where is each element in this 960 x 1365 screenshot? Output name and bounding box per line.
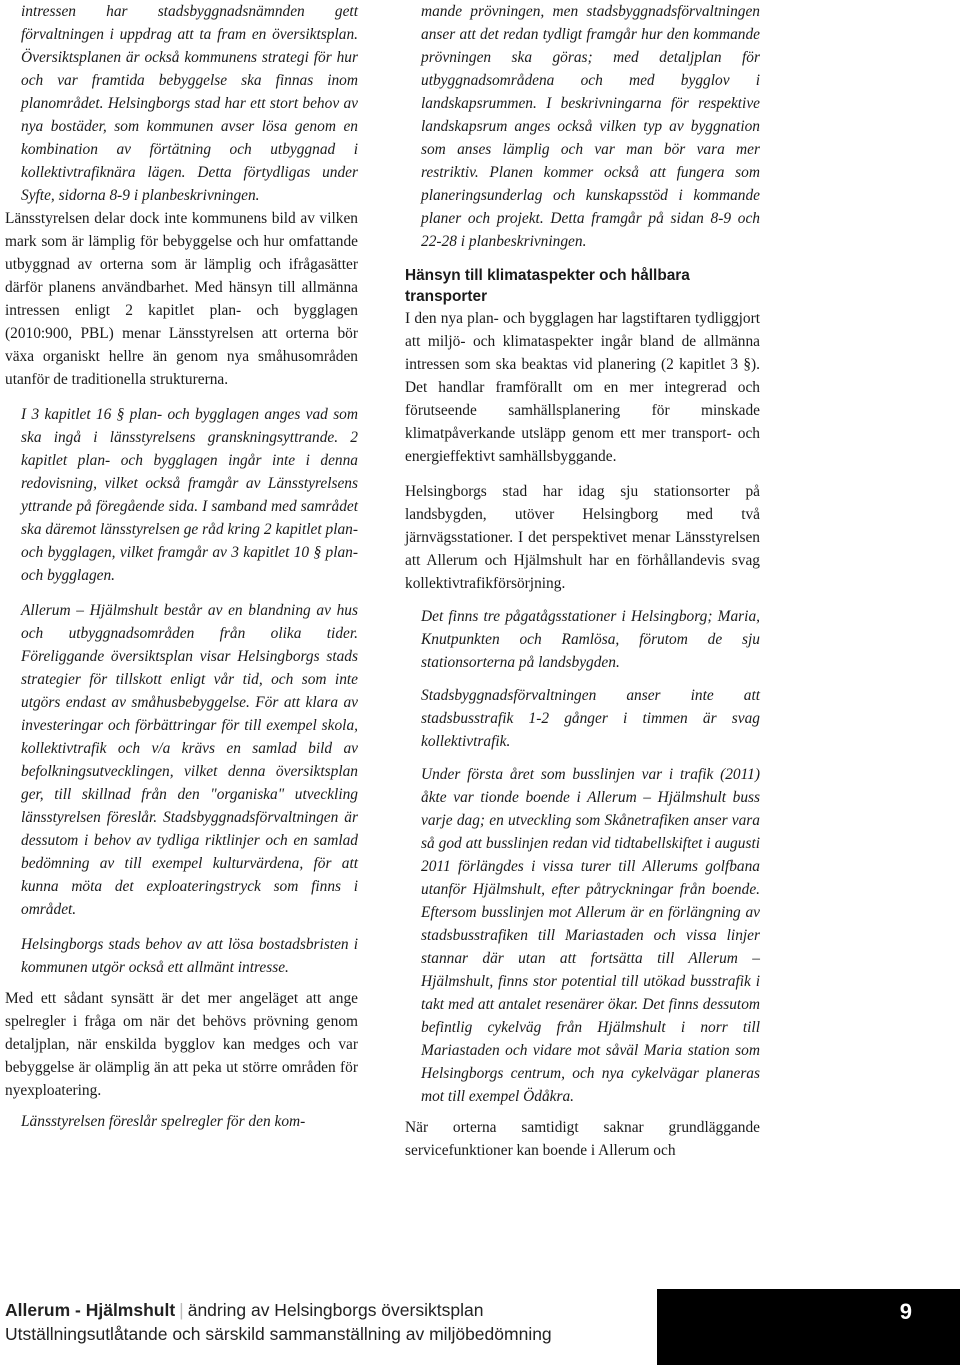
section-heading: Hänsyn till klimataspekter och hållbara transporter (405, 267, 690, 305)
paragraph: Helsingborgs stads behov av att lösa bostadsbristen i kommunen utgör också ett allmänt intresse. (21, 936, 358, 976)
paragraph: Det finns tre pågatågsstationer i Helsingborg; Maria, Knutpunkten och Ramlösa, förutom de sju stationsorterna på landsbygden. (421, 608, 760, 671)
footer-title-rest: ändring av Helsingborgs översiktsplan (187, 1300, 484, 1320)
paragraph: intressen har stadsbyggnadsnämnden gett förvaltningen i uppdrag att ta fram en översiktsplan. Översiktsplanen är också kommunens strategi för hur och var framtida bebyggelse ska finnas inom planområdet. Helsingborgs stad har ett stort behov av nya bostäder, som kommunen avser lösa genom en kombination av förtätning och utbyggnad i kollektivtrafiknära lägen. Detta förtydligas under Syfte, sidorna 8-9 i planbeskrivningen. (21, 3, 358, 204)
left-column (5, 0, 358, 1133)
footer-title-bold: Allerum - Hjälmshult (5, 1300, 176, 1320)
paragraph: När orterna samtidigt saknar grundläggande servicefunktioner kan boende i Allerum och (405, 1119, 760, 1159)
paragraph: I 3 kapitlet 16 § plan- och bygglagen anges vad som ska ingå i länsstyrelsens granskningsyttrande. 2 kapitlet plan- och bygglagen ingår inte i denna redovisning, vilket också framgår av Länsstyrelsens yttrande på föregående sida. I samband med samrådet ska däremot länsstyrelsen ge råd kring 2 kapitlet plan- och bygglagen, vilket framgår av 3 kapitlet 10 § plan- och bygglagen. (21, 406, 358, 584)
paragraph: Helsingborgs stad har idag sju stationsorter på landsbygden, utöver Helsingborg med två järnvägsstationer. I det perspektivet menar Länsstyrelsen att Allerum och Hjälmshult har en förhållandevis svag kollektivtrafikförsörjning. (405, 483, 760, 592)
page-number-box (657, 1289, 960, 1365)
paragraph: Med ett sådant synsätt är det mer angeläget att ange spelregler i fråga om när det behövs prövning genom detaljplan, när enskilda bygglov kan medges och var bebyggelse är olämplig än att peka ut större områden för nyexploatering. (5, 990, 358, 1099)
right-column (405, 0, 760, 1162)
footer-separator: | (179, 1300, 184, 1320)
paragraph: Allerum – Hjälmshult består av en blandning av hus och utbyggnadsområden från olika tider. Föreliggande översiktsplan visar Helsingborgs stads strategier för tillskott enligt vår tid, och som inte utgörs endast av småhusbebyggelse. För att klara av investeringar och förbättringar för till exempel skola, kollektivtrafik och v/a krävs en samlad bild av befolkningsutvecklingen, vilket denna översiktsplan ger, till skillnad från den "organiska" utveckling länsstyrelsen föreslår. Stadsbyggnadsförvaltningen är dessutom i behov av tydliga riktlinjer och en samlad bedömning av till exempel kulturvärdena, för att kunna möta det exploateringstryck som finns i området. (21, 602, 358, 918)
footer-subtitle: Utställningsutlåtande och särskild sammanställning av miljöbedömning (5, 1324, 552, 1344)
paragraph: mande prövningen, men stadsbyggnadsförvaltningen anser att det redan tydligt framgår hur den kommande prövningen ska göras; med detaljplan för utbyggnadsområdena och med bygglov i landskapsrummen. I beskrivningarna för respektive landskapsrum anges också vilken typ av byggnation som anses lämplig och var man bör vara mer restriktiv. Planen kommer också att fungera som planeringsunderlag och kunskapsstöd i kommande planer och projekt. Detta framgår på sidan 8-9 och 22-28 i planbeskrivningen. (421, 3, 760, 250)
paragraph: Under första året som busslinjen var i trafik (2011) åkte var tionde boende i Allerum – Hjälmshult buss varje dag; en utveckling som Skånetrafiken anser vara så god att busslinjen redan vid tidtabellskiftet i augusti 2011 förlängdes i vissa turer till Allerums golfbana utanför Hjälmshult, efter påtryckningar från boende. Eftersom busslinjen mot Allerum är en förlängning av stadsbusstrafiken till Mariastaden och vissa linjer stannar där utan att fortsätta till Allerum – Hjälmshult, finns stor potential till utökad busstrafik i takt med att antalet resenärer ökar. Det finns dessutom befintlig cykelväg från Hjälmshult i norr till Mariastaden och vidare mot såväl Maria station som Helsingborgs centrum, och nya cykelvägar planeras mot till exempel Ödåkra. (421, 766, 760, 1105)
paragraph: Länsstyrelsen föreslår spelregler för den kom- (21, 1113, 306, 1130)
paragraph: Stadsbyggnadsförvaltningen anser inte att stadsbusstrafik 1-2 gånger i timmen är svag kollektivtrafik. (421, 687, 760, 750)
page-number: 9 (899, 1299, 912, 1324)
paragraph: I den nya plan- och bygglagen har lagstiftaren tydliggjort att miljö- och klimataspekter ingår bland de allmänna intressen som ska beaktas vid planering (2 kapitlet 3 §). Det handlar framförallt om en mer integrerad och förutseende samhällsplanering för minskade klimatpåverkande utsläpp genom ett mer transport- och energieffektivt samhällsbyggande. (405, 310, 760, 465)
paragraph: Länsstyrelsen delar dock inte kommunens bild av vilken mark som är lämplig för bebyggelse och hur omfattande utbyggnad av orterna som är lämplig och ifrågasätter därför planens användbarhet. Med hänsyn till allmänna intressen enligt 2 kapitlet plan- och bygglagen (2010:900, PBL) menar Länsstyrelsen att orterna bör växa organiskt hellre än genom nya småhusområden utanför de traditionella strukturerna. (5, 210, 358, 388)
page-footer (5, 1298, 552, 1346)
footer-title (5, 1298, 552, 1322)
